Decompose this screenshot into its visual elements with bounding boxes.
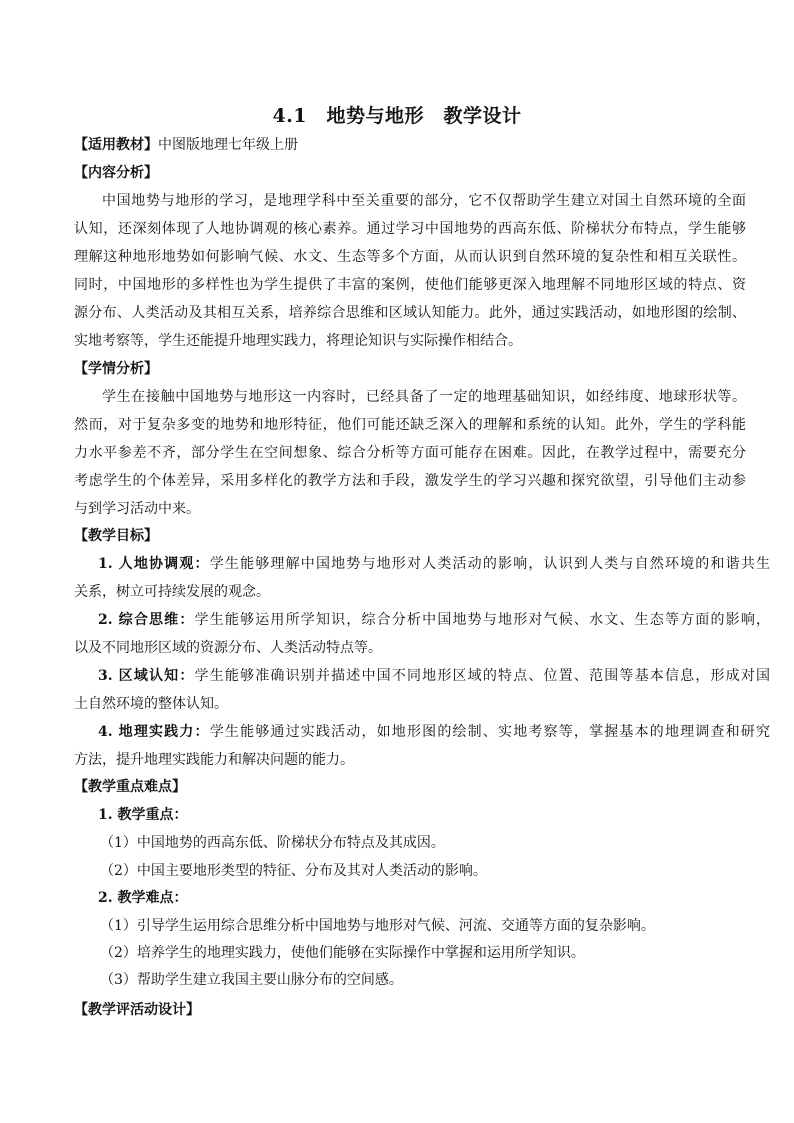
key-points-heading: 【教学重点难点】 [74,779,186,795]
content-analysis-line: 同时，中国地形的多样性也为学生提供了丰富的案例，使他们能够更深入地理解不同地形区域的特点、资 [74,277,746,293]
learner-analysis-line: 力水平参差不齐，部分学生在空间想象、综合分析等方面可能存在困难。因此，在教学过程中，需要充分 [74,445,746,461]
learner-analysis-line: 考虑学生的个体差异，采用多样化的教学方法和手段，激发学生的学习兴趣和探究欲望，引导他们主动参 [74,473,746,489]
objective-label: 4. 地理实践力： [98,724,210,740]
difficulty-item: （1）引导学生运用综合思维分析中国地势与地形对气候、河流、交通等方面的复杂影响。 [100,918,655,934]
objective-label: 1. 人地协调观： [98,556,210,572]
activity-design-heading: 【教学评活动设计】 [74,1002,200,1018]
learner-analysis-line: 然而，对于复杂多变的地势和地形特征，他们可能还缺乏深入的理解和系统的认知。此外，学生的学科能 [74,417,746,433]
content-analysis-line: 中国地势与地形的学习，是地理学科中至关重要的部分，它不仅帮助学生建立对国土自然环境的全面 [102,193,746,209]
objectives-heading: 【教学目标】 [74,528,158,544]
objective-label: 3. 区域认知： [98,668,195,684]
learner-analysis-line: 与到学习活动中来。 [74,501,200,517]
difficulty-label: 2. 教学难点： [98,890,188,906]
difficulty-item: （3）帮助学生建立我国主要山脉分布的空间感。 [100,972,403,988]
content-analysis-line: 源分布、人类活动及其相互关系，培养综合思维和区域认知能力。此外，通过实践活动，如地形图的绘制、 [74,305,746,321]
content-analysis-line: 实地考察等，学生还能提升地理实践力，将理论知识与实际操作相结合。 [74,333,522,349]
objective-item [74,550,770,578]
objective-text: 学生能够理解中国地势与地形对人类活动的影响，认识到人类与自然环境的和谐共生 [209,556,770,572]
focus-item: （1）中国地势的西高东低、阶梯状分布特点及其成因。 [100,835,445,851]
objective-item [74,606,770,634]
material-label: 【适用教材】 [74,137,158,153]
content-analysis-line: 认知，还深刻体现了人地协调观的核心素养。通过学习中国地势的西高东低、阶梯状分布特点，学生能够 [74,221,746,237]
objective-item [74,662,770,690]
content-analysis-line: 理解这种地形地势如何影响气候、水文、生态等多个方面，从而认识到自然环境的复杂性和相互关联性。 [74,249,746,265]
material-line [74,131,746,159]
content-analysis-heading: 【内容分析】 [74,165,158,181]
objective-item [74,718,770,746]
objective-text: 以及不同地形区域的资源分布、人类活动特点等。 [74,640,382,656]
difficulty-item: （2）培养学生的地理实践力，使他们能够在实际操作中掌握和运用所学知识。 [100,945,585,961]
objective-label: 2. 综合思维： [98,612,195,628]
focus-item: （2）中国主要地形类型的特征、分布及其对人类活动的影响。 [100,863,487,879]
learner-analysis-line: 学生在接触中国地势与地形这一内容时，已经具备了一定的地理基础知识，如经纬度、地球形状等。 [102,389,746,405]
objective-text: 学生能够准确识别并描述中国不同地形区域的特点、位置、范围等基本信息，形成对国 [194,668,770,684]
objective-text: 学生能够运用所学知识，综合分析中国地势与地形对气候、水文、生态等方面的影响， [194,612,770,628]
objective-text: 土自然环境的整体认知。 [74,696,228,712]
document-title: 4.1 地势与地形 教学设计 [272,105,522,127]
learner-analysis-heading: 【学情分析】 [74,361,158,377]
objective-text: 方法，提升地理实践能力和解决问题的能力。 [74,752,354,768]
material-value: 中图版地理七年级上册 [158,137,298,153]
focus-label: 1. 教学重点： [98,807,188,823]
objective-text: 关系，树立可持续发展的观念。 [74,584,270,600]
objective-text: 学生能够通过实践活动，如地形图的绘制、实地考察等，掌握基本的地理调查和研究 [209,724,770,740]
